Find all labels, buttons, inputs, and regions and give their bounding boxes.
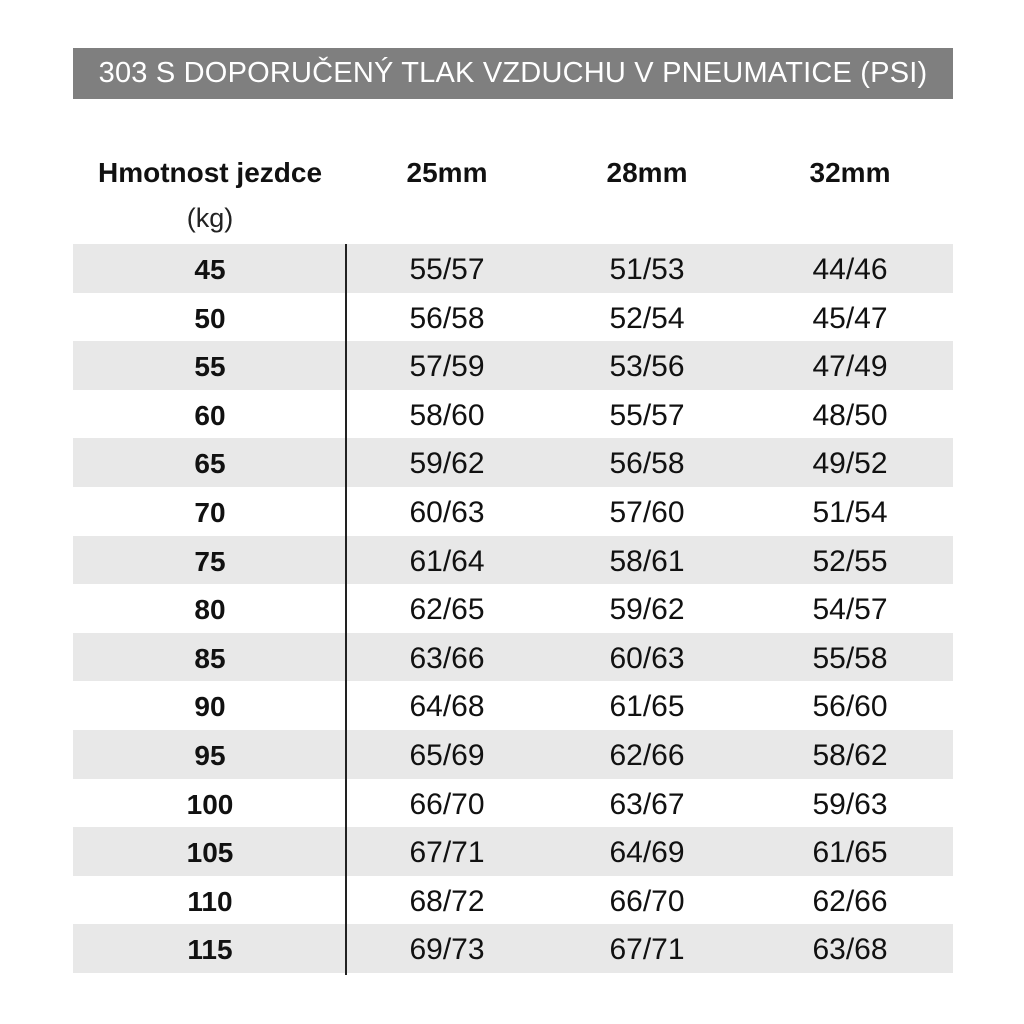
value-25mm: 69/73 [409, 933, 485, 967]
weight-cell: 55 [194, 351, 226, 383]
header-weight-label: Hmotnost jezdce [97, 157, 323, 188]
table-row [73, 681, 953, 730]
weight-cell: 90 [194, 691, 226, 723]
value-32mm: 52/55 [812, 544, 888, 578]
table-title: 303 S DOPORUČENÝ TLAK VZDUCHU V PNEUMATICE (PSI) [73, 48, 953, 99]
weight-cell: 115 [187, 934, 233, 966]
table-row [73, 487, 953, 536]
value-25mm: 64/68 [409, 690, 485, 724]
weight-cell: 85 [194, 642, 226, 674]
value-25mm: 55/57 [409, 253, 485, 286]
value-28mm: 60/63 [609, 641, 685, 675]
value-32mm: 44/46 [812, 253, 888, 286]
value-32mm: 55/58 [812, 641, 888, 675]
value-28mm: 52/54 [609, 301, 685, 335]
value-32mm: 61/65 [812, 836, 888, 870]
table-row [73, 827, 953, 876]
value-25mm: 61/64 [409, 544, 485, 578]
table-row [73, 730, 953, 779]
value-28mm: 62/66 [609, 738, 685, 772]
weight-cell: 50 [194, 302, 226, 334]
value-32mm: 63/68 [812, 933, 888, 967]
value-28mm: 57/60 [609, 495, 685, 529]
table-row [73, 390, 953, 439]
table-row [73, 633, 953, 682]
table-row [73, 536, 953, 585]
value-25mm: 60/63 [409, 495, 485, 529]
table-row [73, 244, 953, 293]
table-body [73, 244, 953, 973]
table-row [73, 779, 953, 828]
value-32mm: 59/63 [812, 787, 888, 821]
value-32mm: 51/54 [812, 495, 888, 529]
value-25mm: 67/71 [409, 836, 485, 870]
value-28mm: 58/61 [609, 544, 685, 578]
value-25mm: 65/69 [409, 738, 485, 772]
weight-cell: 105 [186, 837, 234, 869]
value-28mm: 56/58 [609, 447, 685, 481]
weight-cell: 100 [186, 788, 234, 820]
value-28mm: 59/62 [609, 593, 685, 627]
weight-cell: 110 [187, 885, 233, 917]
value-28mm: 53/56 [609, 350, 685, 384]
header-32mm: 32mm [809, 157, 891, 188]
table-row [73, 924, 953, 973]
weight-cell: 70 [194, 496, 226, 528]
header-28mm: 28mm [606, 157, 688, 188]
weight-cell: 45 [194, 254, 226, 285]
table-row [73, 584, 953, 633]
table-row [73, 876, 953, 925]
value-25mm: 57/59 [409, 350, 485, 384]
value-28mm: 64/69 [609, 836, 685, 870]
value-28mm: 67/71 [609, 933, 685, 967]
table-row [73, 438, 953, 487]
table-row [73, 293, 953, 342]
value-25mm: 58/60 [409, 398, 485, 432]
column-divider [345, 244, 347, 975]
value-25mm: 66/70 [409, 787, 485, 821]
value-32mm: 62/66 [812, 884, 888, 918]
weight-cell: 75 [194, 545, 226, 577]
header-25mm: 25mm [406, 157, 488, 188]
value-32mm: 58/62 [812, 738, 888, 772]
weight-cell: 95 [194, 739, 226, 771]
value-32mm: 54/57 [812, 593, 888, 627]
value-25mm: 62/65 [409, 593, 485, 627]
value-25mm: 59/62 [409, 447, 485, 481]
value-32mm: 48/50 [812, 398, 888, 432]
table-header [73, 150, 953, 240]
value-28mm: 55/57 [609, 398, 685, 432]
value-32mm: 47/49 [812, 350, 888, 384]
value-28mm: 61/65 [609, 690, 685, 724]
value-25mm: 63/66 [409, 641, 485, 675]
weight-cell: 60 [194, 399, 226, 431]
value-25mm: 56/58 [409, 301, 485, 335]
value-32mm: 45/47 [812, 301, 888, 335]
value-32mm: 56/60 [812, 690, 888, 724]
value-25mm: 68/72 [409, 884, 485, 918]
weight-cell: 65 [194, 448, 226, 480]
header-weight-unit: (kg) [186, 203, 234, 233]
value-28mm: 51/53 [609, 253, 685, 286]
weight-cell: 80 [194, 594, 226, 626]
value-28mm: 66/70 [609, 884, 685, 918]
value-28mm: 63/67 [609, 787, 685, 821]
table-row [73, 341, 953, 390]
value-32mm: 49/52 [812, 447, 888, 481]
